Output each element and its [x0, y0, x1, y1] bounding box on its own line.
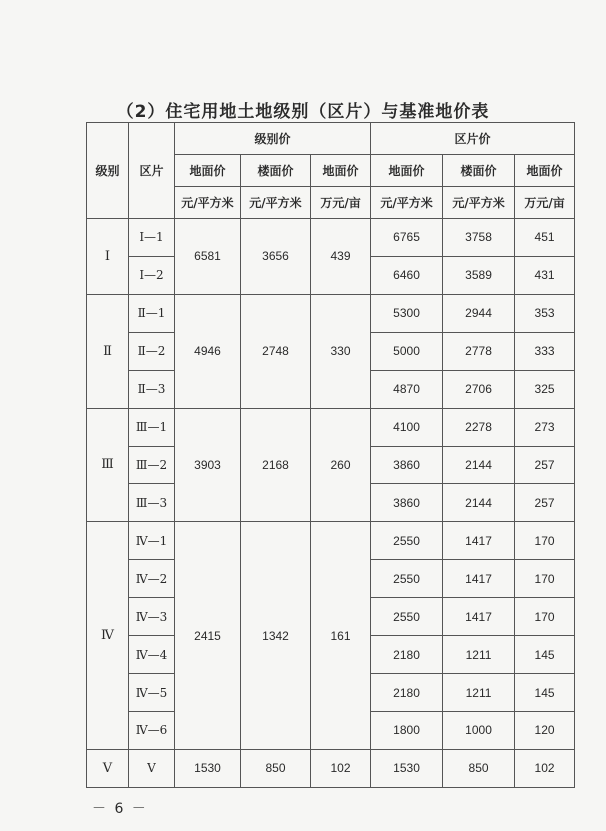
zone-land-price: 4870: [371, 370, 443, 408]
zone-land-price-mu: 451: [515, 219, 575, 257]
zone-land-price-mu: 257: [515, 484, 575, 522]
zone-cell: Ⅳ—2: [129, 560, 175, 598]
zone-land-price-mu: 145: [515, 674, 575, 712]
table-row: [87, 219, 575, 257]
header-level-floor-price: 楼面价: [241, 155, 311, 187]
zone-floor-price: 2144: [443, 484, 515, 522]
header-level: 级别: [87, 123, 129, 219]
level-cell: Ⅴ: [87, 749, 129, 787]
zone-floor-price: 2778: [443, 332, 515, 370]
zone-land-price-mu: 170: [515, 522, 575, 560]
zone-land-price: 1530: [371, 749, 443, 787]
zone-floor-price: 1417: [443, 560, 515, 598]
level-land-price: 6581: [175, 219, 241, 295]
unit-level-floor: 元/平方米: [241, 187, 311, 219]
level-cell: Ⅳ: [87, 522, 129, 750]
zone-land-price-mu: 431: [515, 256, 575, 294]
header-zone-land-price-mu: 地面价: [515, 155, 575, 187]
zone-land-price-mu: 333: [515, 332, 575, 370]
table-row: [87, 294, 575, 332]
zone-cell: Ⅱ—2: [129, 332, 175, 370]
zone-floor-price: 3589: [443, 256, 515, 294]
level-land-price-mu: 161: [311, 522, 371, 750]
zone-cell: Ⅲ—1: [129, 408, 175, 446]
zone-floor-price: 1000: [443, 711, 515, 749]
zone-land-price: 2550: [371, 522, 443, 560]
page-title: （2）住宅用地土地级别（区片）与基准地价表: [116, 102, 490, 122]
zone-floor-price: 1211: [443, 674, 515, 712]
zone-cell: Ⅰ—2: [129, 256, 175, 294]
zone-land-price: 1800: [371, 711, 443, 749]
zone-floor-price: 2944: [443, 294, 515, 332]
unit-zone-mu: 万元/亩: [515, 187, 575, 219]
zone-land-price: 2180: [371, 674, 443, 712]
zone-cell: Ⅴ: [129, 749, 175, 787]
level-floor-price: 2168: [241, 408, 311, 522]
zone-land-price-mu: 353: [515, 294, 575, 332]
zone-cell: Ⅳ—1: [129, 522, 175, 560]
level-land-price-mu: 330: [311, 294, 371, 408]
level-land-price: 4946: [175, 294, 241, 408]
zone-land-price: 2180: [371, 636, 443, 674]
level-land-price: 2415: [175, 522, 241, 750]
zone-land-price: 5300: [371, 294, 443, 332]
zone-land-price: 3860: [371, 484, 443, 522]
header-level-price: 级别价: [175, 123, 371, 155]
zone-cell: Ⅱ—1: [129, 294, 175, 332]
zone-land-price: 3860: [371, 446, 443, 484]
unit-zone-land: 元/平方米: [371, 187, 443, 219]
header-level-land-price: 地面价: [175, 155, 241, 187]
zone-cell: Ⅰ—1: [129, 219, 175, 257]
zone-floor-price: 2278: [443, 408, 515, 446]
zone-land-price: 6765: [371, 219, 443, 257]
zone-land-price-mu: 170: [515, 560, 575, 598]
zone-land-price: 5000: [371, 332, 443, 370]
level-land-price-mu: 102: [311, 749, 371, 787]
header-zone: 区片: [129, 123, 175, 219]
level-cell: Ⅲ: [87, 408, 129, 522]
zone-cell: Ⅳ—4: [129, 636, 175, 674]
level-land-price-mu: 260: [311, 408, 371, 522]
table-row: [87, 408, 575, 446]
zone-land-price-mu: 145: [515, 636, 575, 674]
level-floor-price: 850: [241, 749, 311, 787]
zone-floor-price: 850: [443, 749, 515, 787]
header-zone-land-price: 地面价: [371, 155, 443, 187]
level-cell: Ⅰ: [87, 219, 129, 295]
zone-land-price-mu: 120: [515, 711, 575, 749]
header-level-land-price-mu: 地面价: [311, 155, 371, 187]
zone-cell: Ⅳ—5: [129, 674, 175, 712]
level-land-price: 1530: [175, 749, 241, 787]
zone-floor-price: 1417: [443, 522, 515, 560]
zone-land-price: 2550: [371, 598, 443, 636]
zone-floor-price: 2706: [443, 370, 515, 408]
page-number: － 6 －: [92, 801, 148, 817]
zone-land-price-mu: 273: [515, 408, 575, 446]
header-zone-price: 区片价: [371, 123, 575, 155]
zone-floor-price: 1211: [443, 636, 515, 674]
level-land-price: 3903: [175, 408, 241, 522]
zone-floor-price: 3758: [443, 219, 515, 257]
level-cell: Ⅱ: [87, 294, 129, 408]
zone-land-price-mu: 102: [515, 749, 575, 787]
zone-land-price-mu: 170: [515, 598, 575, 636]
zone-cell: Ⅳ—6: [129, 711, 175, 749]
level-floor-price: 1342: [241, 522, 311, 750]
unit-zone-floor: 元/平方米: [443, 187, 515, 219]
zone-land-price: 2550: [371, 560, 443, 598]
zone-cell: Ⅳ—3: [129, 598, 175, 636]
zone-land-price: 6460: [371, 256, 443, 294]
table-body: [87, 219, 575, 788]
level-floor-price: 3656: [241, 219, 311, 295]
header-zone-floor-price: 楼面价: [443, 155, 515, 187]
zone-floor-price: 2144: [443, 446, 515, 484]
zone-cell: Ⅲ—3: [129, 484, 175, 522]
zone-floor-price: 1417: [443, 598, 515, 636]
zone-land-price-mu: 325: [515, 370, 575, 408]
table-row: [87, 522, 575, 560]
level-land-price-mu: 439: [311, 219, 371, 295]
land-price-table: [86, 122, 575, 788]
zone-cell: Ⅲ—2: [129, 446, 175, 484]
table-row: [87, 749, 575, 787]
zone-land-price-mu: 257: [515, 446, 575, 484]
level-floor-price: 2748: [241, 294, 311, 408]
unit-level-mu: 万元/亩: [311, 187, 371, 219]
zone-land-price: 4100: [371, 408, 443, 446]
unit-level-land: 元/平方米: [175, 187, 241, 219]
zone-cell: Ⅱ—3: [129, 370, 175, 408]
